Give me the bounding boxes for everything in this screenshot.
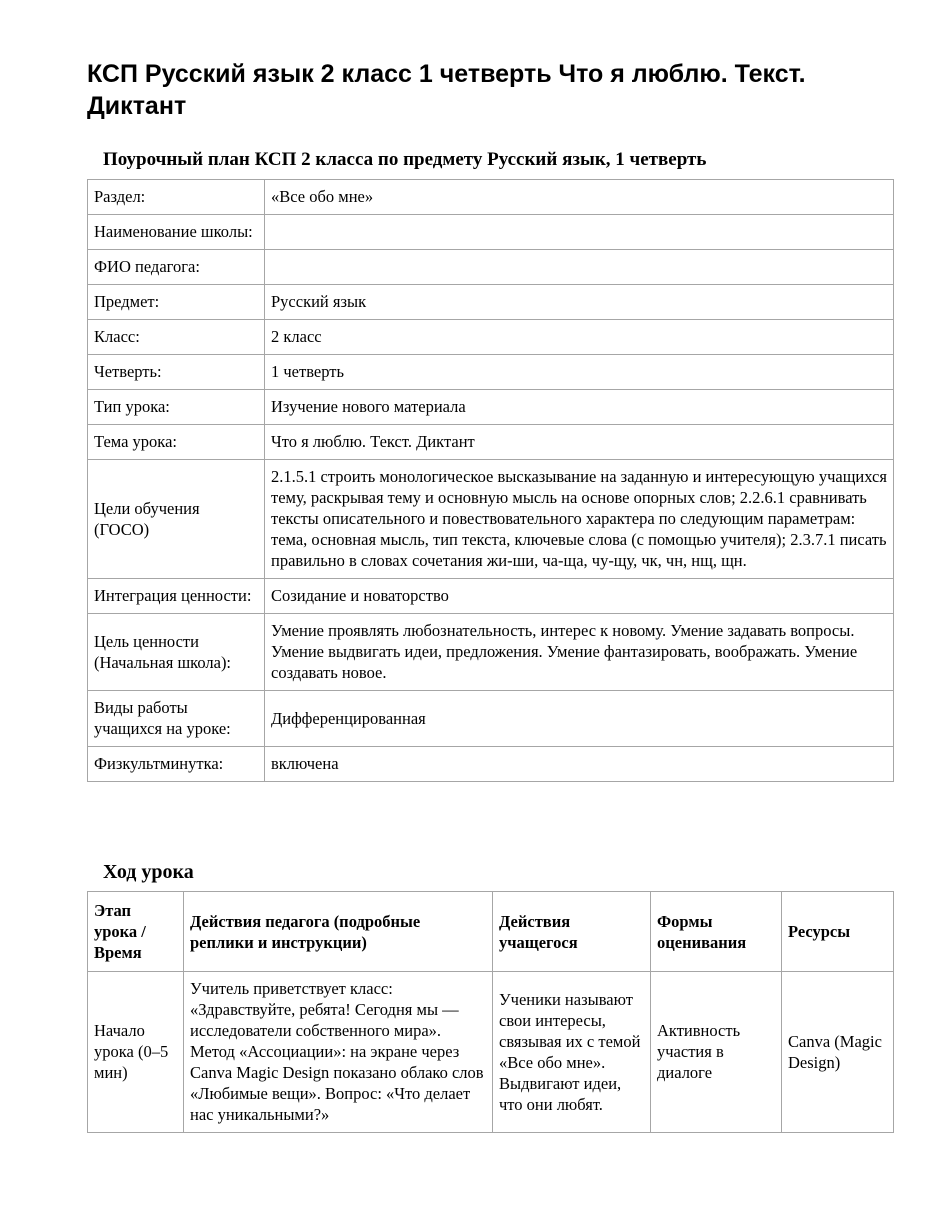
row-value-values-integration: Созидание и новаторство [265, 579, 894, 614]
lesson-plan-table [87, 179, 894, 782]
table-row [88, 460, 894, 579]
table-row [88, 614, 894, 691]
lesson-course-heading: Ход урока [103, 861, 194, 883]
row-value-school [265, 215, 894, 250]
row-value-work-types: Дифференцированная [265, 691, 894, 747]
row-label-work-types: Виды работы учащихся на уроке: [88, 691, 265, 747]
table-row [88, 250, 894, 285]
table-row [88, 425, 894, 460]
row-value-physical-break: включена [265, 747, 894, 782]
table-row [88, 691, 894, 747]
cell-student-actions: Ученики называют свои интересы, связывая их с темой «Все обо мне». Выдвигают идеи, что они любят. [493, 972, 651, 1133]
row-label-values-goal: Цель ценности (Начальная школа): [88, 614, 265, 691]
table-row [88, 215, 894, 250]
table-row [88, 390, 894, 425]
row-value-lesson-topic: Что я люблю. Текст. Диктант [265, 425, 894, 460]
row-label-quarter: Четверть: [88, 355, 265, 390]
header-student-actions: Действия учащегося [493, 892, 651, 972]
table-row [88, 320, 894, 355]
row-label-physical-break: Физкультминутка: [88, 747, 265, 782]
row-label-section: Раздел: [88, 180, 265, 215]
row-value-learning-goals: 2.1.5.1 строить монологическое высказывание на заданную и интересующую учащихся тему, раскрывая тему и основную мысль на основе опорных слов; 2.2.6.1 сравнивать тексты описательного и повествовательного характера по следующим параметрам: тема, основная мысль, тип текста, ключевые слова (с помощью учителя); 2.3.7.1 писать правильно в словах сочетания жи-ши, ча-ща, чу-щу, чк, чн, нщ, щн. [265, 460, 894, 579]
table-row [88, 355, 894, 390]
cell-teacher-actions: Учитель приветствует класс: «Здравствуйте, ребята! Сегодня мы — исследователи собственного мира». Метод «Ассоциации»: на экране через Canva Magic Design показано облако слов «Любимые вещи». Вопрос: «Что делает нас уникальными?» [184, 972, 493, 1133]
header-teacher-actions: Действия педагога (подробные реплики и инструкции) [184, 892, 493, 972]
table-row [88, 747, 894, 782]
cell-assessment: Активность участия в диалоге [651, 972, 782, 1133]
row-value-teacher [265, 250, 894, 285]
row-value-section: «Все обо мне» [265, 180, 894, 215]
lesson-plan-heading: Поурочный план КСП 2 класса по предмету Русский язык, 1 четверть [103, 149, 707, 170]
row-value-lesson-type: Изучение нового материала [265, 390, 894, 425]
row-label-school: Наименование школы: [88, 215, 265, 250]
table-row [88, 285, 894, 320]
row-label-lesson-topic: Тема урока: [88, 425, 265, 460]
header-stage: Этап урока / Время [88, 892, 184, 972]
header-assessment: Формы оценивания [651, 892, 782, 972]
row-value-quarter: 1 четверть [265, 355, 894, 390]
table-row [88, 180, 894, 215]
row-value-values-goal: Умение проявлять любознательность, интерес к новому. Умение задавать вопросы. Умение выдвигать идеи, предложения. Умение фантазировать, воображать. Умение создавать новое. [265, 614, 894, 691]
cell-resources: Canva (Magic Design) [782, 972, 894, 1133]
cell-stage: Начало урока (0–5 мин) [88, 972, 184, 1133]
row-label-subject: Предмет: [88, 285, 265, 320]
header-resources: Ресурсы [782, 892, 894, 972]
row-value-subject: Русский язык [265, 285, 894, 320]
table-row [88, 579, 894, 614]
row-value-grade: 2 класс [265, 320, 894, 355]
row-label-values-integration: Интеграция ценности: [88, 579, 265, 614]
table-row [88, 972, 894, 1133]
table-header-row [88, 892, 894, 972]
row-label-grade: Класс: [88, 320, 265, 355]
document-title: КСП Русский язык 2 класс 1 четверть Что я люблю. Текст. Диктант [87, 60, 806, 120]
lesson-course-table [87, 891, 894, 1133]
row-label-learning-goals: Цели обучения (ГОСО) [88, 460, 265, 579]
row-label-teacher: ФИО педагога: [88, 250, 265, 285]
row-label-lesson-type: Тип урока: [88, 390, 265, 425]
